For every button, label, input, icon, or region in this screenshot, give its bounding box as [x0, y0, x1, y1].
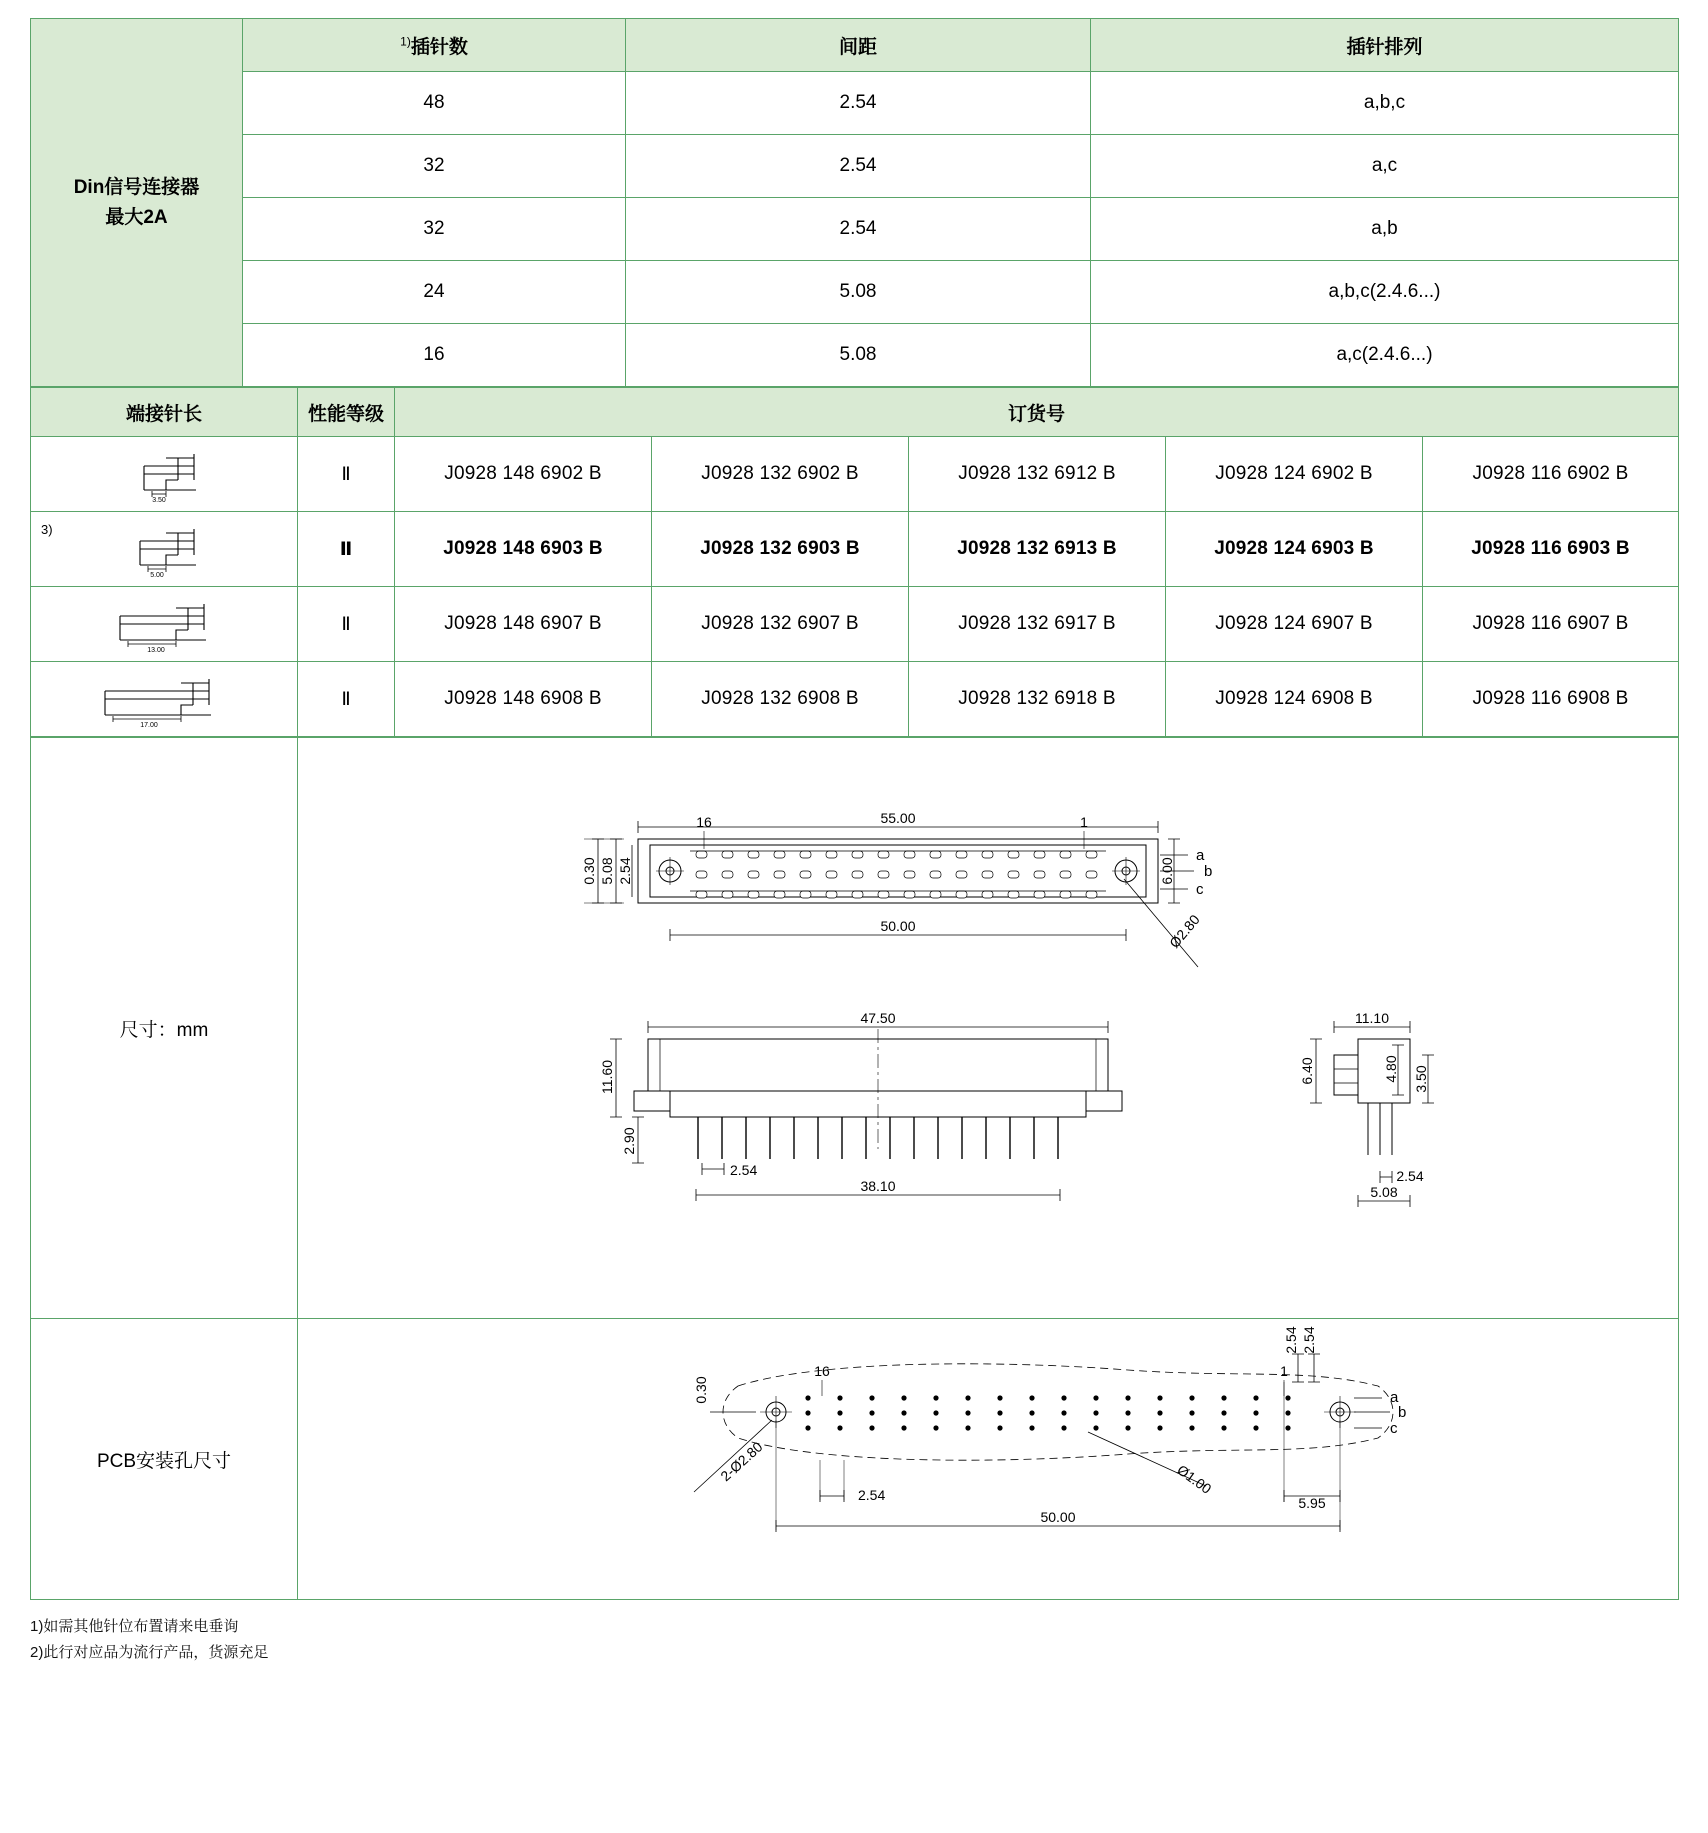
connector-dimension-drawing — [298, 739, 1679, 1317]
pin-length-graphic — [31, 512, 298, 587]
svg-text:a: a — [1196, 847, 1205, 864]
svg-text:16: 16 — [814, 1363, 830, 1379]
svg-text:2.54: 2.54 — [730, 1162, 758, 1178]
arrangement: a,b,c(2.4.6...) — [1091, 261, 1679, 324]
footnote-2: 2)此行对应品为流行产品，货源充足 — [30, 1643, 269, 1661]
svg-text:5.95: 5.95 — [1298, 1495, 1326, 1511]
svg-text:2-Ø2.80: 2-Ø2.80 — [717, 1438, 766, 1485]
svg-text:b: b — [1398, 1404, 1407, 1421]
svg-text:5.08: 5.08 — [599, 857, 615, 885]
dimension-drawing — [298, 738, 1679, 1319]
svg-text:b: b — [1204, 863, 1213, 880]
pcb-hole-drawing — [298, 1319, 1679, 1600]
pin-count: 24 — [243, 261, 626, 324]
table-row — [31, 324, 1679, 387]
table-row — [31, 662, 1679, 737]
svg-text:c: c — [1196, 881, 1204, 898]
pin-length-dim: 17.00 — [140, 722, 158, 729]
svg-text:1: 1 — [1080, 814, 1088, 830]
svg-text:2.54: 2.54 — [1301, 1326, 1317, 1354]
svg-text:11.60: 11.60 — [599, 1060, 615, 1094]
pin-count: 48 — [243, 72, 626, 135]
grade: Ⅱ — [298, 587, 395, 662]
order-number: J0928 124 6908 B — [1166, 662, 1423, 737]
pitch: 2.54 — [626, 198, 1091, 261]
pin-count: 32 — [243, 198, 626, 261]
svg-text:2.90: 2.90 — [621, 1127, 637, 1155]
table-row — [31, 512, 1679, 587]
order-number: J0928 148 6907 B — [395, 587, 652, 662]
spec-row-label-line1: Din信号连接器 — [73, 177, 200, 199]
svg-text:6.00: 6.00 — [1159, 857, 1175, 885]
pin-profile-icon — [104, 519, 224, 579]
order-number: J0928 124 6907 B — [1166, 587, 1423, 662]
grade: Ⅱ — [298, 437, 395, 512]
order-number: J0928 132 6917 B — [909, 587, 1166, 662]
svg-text:2.54: 2.54 — [1283, 1326, 1299, 1354]
header-pin-count-label: 插针数 — [410, 36, 468, 58]
pin-profile-icon — [94, 594, 234, 654]
svg-text:47.50: 47.50 — [860, 1010, 896, 1026]
table-row — [31, 437, 1679, 512]
svg-text:Ø1.00: Ø1.00 — [1174, 1461, 1215, 1497]
header-pin-length: 端接针长 — [31, 388, 298, 437]
pin-length-graphic — [31, 587, 298, 662]
svg-text:0.30: 0.30 — [581, 857, 597, 885]
order-number: J0928 116 6903 B — [1423, 512, 1679, 587]
pitch: 2.54 — [626, 72, 1091, 135]
order-table — [30, 387, 1679, 737]
pin-count: 32 — [243, 135, 626, 198]
header-order-no: 订货号 — [395, 388, 1679, 437]
header-pitch: 间距 — [626, 19, 1091, 72]
svg-text:3.50: 3.50 — [1413, 1065, 1429, 1093]
svg-text:16: 16 — [696, 814, 712, 830]
order-number: J0928 132 6903 B — [652, 512, 909, 587]
footnote-1: 1)如需其他针位布置请来电垂询 — [30, 1618, 239, 1635]
pin-profile-icon — [89, 669, 239, 729]
pin-length-graphic — [31, 662, 298, 737]
order-number: J0928 116 6907 B — [1423, 587, 1679, 662]
pin-length-graphic — [31, 437, 298, 512]
svg-text:38.10: 38.10 — [860, 1178, 896, 1194]
arrangement: a,c — [1091, 135, 1679, 198]
svg-text:11.10: 11.10 — [1355, 1010, 1389, 1026]
spec-row-label — [31, 19, 243, 387]
svg-text:0.30: 0.30 — [693, 1376, 709, 1404]
svg-text:Ø2.80: Ø2.80 — [1166, 911, 1203, 951]
table-row — [31, 1319, 1679, 1600]
svg-text:2.54: 2.54 — [617, 857, 633, 885]
header-grade: 性能等级 — [298, 388, 395, 437]
order-number: J0928 148 6908 B — [395, 662, 652, 737]
svg-text:2.54: 2.54 — [858, 1487, 886, 1503]
spec-row-label-line2: 最大2A — [105, 206, 168, 228]
order-number: J0928 132 6902 B — [652, 437, 909, 512]
pin-profile-icon — [104, 444, 224, 504]
order-number: J0928 132 6907 B — [652, 587, 909, 662]
table-row — [31, 261, 1679, 324]
table-row — [31, 72, 1679, 135]
table-row — [31, 587, 1679, 662]
footnote-marker-1: 1) — [400, 34, 411, 49]
svg-text:4.80: 4.80 — [1383, 1055, 1399, 1083]
grade: Ⅱ — [298, 512, 395, 587]
svg-text:a: a — [1390, 1389, 1399, 1406]
svg-text:55.00: 55.00 — [880, 810, 916, 826]
order-number: J0928 148 6902 B — [395, 437, 652, 512]
svg-text:c: c — [1390, 1420, 1398, 1437]
svg-text:2.54: 2.54 — [1396, 1168, 1424, 1184]
order-number: J0928 124 6902 B — [1166, 437, 1423, 512]
pcb-hole-label: PCB安装孔尺寸 — [31, 1319, 298, 1600]
order-number: J0928 132 6908 B — [652, 662, 909, 737]
arrangement: a,b,c — [1091, 72, 1679, 135]
pin-length-dim: 3.50 — [152, 497, 166, 504]
header-pin-count — [243, 19, 626, 72]
spec-table — [30, 18, 1679, 387]
footnote-marker-3: 3) — [41, 522, 53, 537]
arrangement: a,b — [1091, 198, 1679, 261]
table-row — [31, 135, 1679, 198]
pin-length-dim: 5.00 — [150, 572, 164, 579]
svg-text:1: 1 — [1280, 1363, 1288, 1379]
arrangement: a,c(2.4.6...) — [1091, 324, 1679, 387]
table-row — [31, 738, 1679, 1319]
pin-count: 16 — [243, 324, 626, 387]
svg-text:50.00: 50.00 — [880, 918, 916, 934]
grade: Ⅱ — [298, 662, 395, 737]
pin-length-dim: 13.00 — [147, 647, 165, 654]
order-number: J0928 132 6912 B — [909, 437, 1166, 512]
order-number: J0928 132 6913 B — [909, 512, 1166, 587]
order-number: J0928 116 6908 B — [1423, 662, 1679, 737]
svg-text:5.08: 5.08 — [1370, 1184, 1398, 1200]
order-number: J0928 148 6903 B — [395, 512, 652, 587]
drawing-table — [30, 737, 1679, 1600]
order-number: J0928 124 6903 B — [1166, 512, 1423, 587]
pcb-layout-drawing — [298, 1320, 1679, 1598]
dimensions-label: 尺寸：mm — [31, 738, 298, 1319]
table-row — [31, 198, 1679, 261]
table-row — [31, 388, 1679, 437]
footnotes — [30, 1614, 1678, 1665]
svg-text:6.40: 6.40 — [1299, 1057, 1315, 1085]
svg-text:50.00: 50.00 — [1040, 1509, 1076, 1525]
table-row — [31, 19, 1679, 72]
pitch: 5.08 — [626, 261, 1091, 324]
order-number: J0928 132 6918 B — [909, 662, 1166, 737]
pitch: 2.54 — [626, 135, 1091, 198]
pitch: 5.08 — [626, 324, 1091, 387]
order-number: J0928 116 6902 B — [1423, 437, 1679, 512]
header-arrangement: 插针排列 — [1091, 19, 1679, 72]
